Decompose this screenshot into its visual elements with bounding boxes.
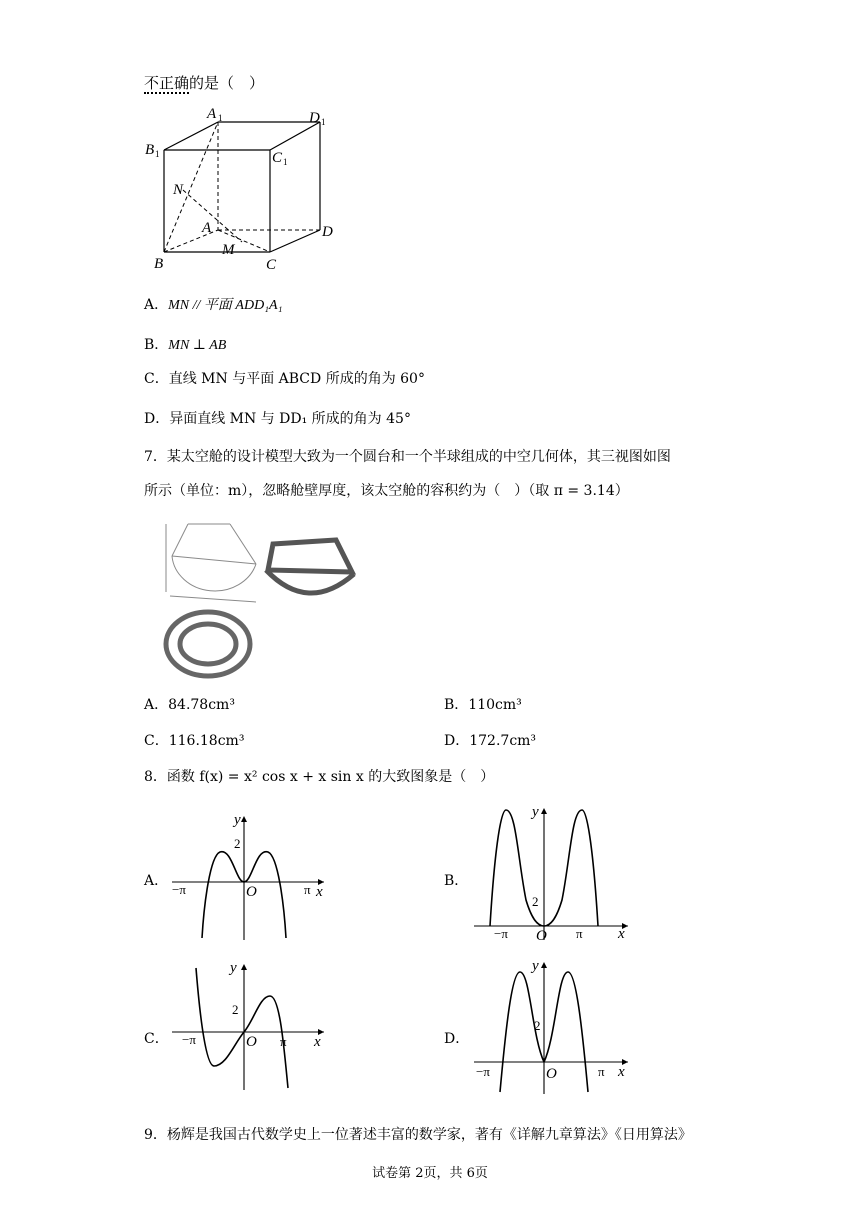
svg-text:π: π [598, 1064, 605, 1079]
label-c1: C [272, 150, 283, 166]
curve-c [196, 968, 288, 1088]
svg-text:y: y [234, 812, 241, 828]
label-a1-sub: 1 [218, 113, 223, 123]
graph-d [470, 956, 634, 1096]
q6-option-a: A．MN // 平面 ADD₁A₁ [144, 297, 283, 313]
svg-text:2: 2 [532, 894, 539, 909]
svg-text:x: x [618, 1064, 625, 1080]
svg-text:2: 2 [232, 1002, 239, 1017]
svg-text:O: O [246, 1034, 257, 1050]
q8-key-d: D． [444, 1031, 470, 1047]
label-c: C [266, 257, 277, 273]
page-footer: 试卷第 2页，共 6页 [372, 1166, 488, 1181]
q8-key-b: B． [444, 873, 469, 889]
q8-key-c: C． [144, 1031, 169, 1047]
q7-option-b: B．110cm³ [444, 697, 522, 713]
svg-text:π: π [576, 926, 583, 941]
q8-stem: 8．函数 f(x) = x² cos x + x sin x 的大致图象是（ ） [144, 769, 495, 785]
svg-text:O: O [546, 1066, 557, 1082]
svg-text:−π: −π [172, 882, 186, 897]
q7-option-d: D．172.7cm³ [444, 733, 537, 749]
svg-text:y: y [532, 958, 539, 974]
svg-text:−π: −π [476, 1064, 490, 1079]
q9-stem-line1: 9．杨辉是我国古代数学史上一位著述丰富的数学家，著有《详解九章算法》《日用算法》 [144, 1127, 692, 1143]
front-view [166, 524, 256, 602]
svg-text:x: x [316, 884, 323, 900]
label-b1-sub: 1 [155, 149, 160, 159]
svg-text:y: y [230, 960, 237, 976]
q8-key-a: A． [144, 873, 169, 889]
svg-text:2: 2 [234, 836, 241, 851]
segment-mn [183, 190, 242, 242]
label-b1: B [145, 142, 155, 158]
graph-a [168, 808, 332, 944]
label-a: A [202, 220, 212, 236]
label-d1: D [309, 110, 320, 126]
label-c1-sub: 1 [283, 157, 288, 167]
label-d: D [322, 224, 333, 240]
q6-lead-rest: 的是（ ） [189, 74, 265, 92]
label-n: N [173, 182, 184, 198]
svg-text:2: 2 [534, 1018, 541, 1033]
graph-b [470, 800, 634, 942]
edge-cd [270, 230, 320, 252]
q6-option-b: B．MN ⊥ AB [144, 337, 227, 353]
label-b: B [154, 256, 164, 272]
edge-c1d1 [270, 122, 320, 150]
q6-option-c: C．直线 MN 与平面 ABCD 所成的角为 60° [144, 371, 425, 387]
cube-figure [140, 102, 340, 274]
svg-text:O: O [246, 884, 257, 900]
graph-c [168, 958, 332, 1094]
svg-text:x: x [618, 926, 625, 942]
svg-text:π: π [280, 1034, 287, 1049]
svg-text:−π: −π [182, 1032, 196, 1047]
q7-stem-line1: 7．某太空舱的设计模型大致为一个圆台和一个半球组成的中空几何体，其三视图如图 [144, 449, 671, 465]
svg-text:O: O [536, 928, 547, 942]
svg-text:−π: −π [494, 926, 508, 941]
q7-stem-line2: 所示（单位：m），忽略舱壁厚度，该太空舱的容积约为（ ）（取 π = 3.14） [144, 483, 629, 499]
q6-emphasis: 不正确 [144, 74, 190, 92]
edge-b1a1 [164, 122, 218, 150]
side-view [266, 540, 354, 593]
q6-option-d: D．异面直线 MN 与 DD₁ 所成的角为 45° [144, 411, 411, 427]
three-view-figure [158, 514, 368, 682]
label-d1-sub: 1 [321, 117, 326, 127]
q7-option-a: A．84.78cm³ [144, 697, 235, 713]
label-m: M [222, 242, 235, 258]
label-a1: A [207, 106, 217, 122]
top-view [166, 612, 250, 676]
svg-text:y: y [532, 804, 539, 820]
q6-lead [144, 72, 264, 93]
svg-text:x: x [314, 1034, 321, 1050]
q7-option-c: C．116.18cm³ [144, 733, 245, 749]
svg-text:π: π [304, 882, 311, 897]
